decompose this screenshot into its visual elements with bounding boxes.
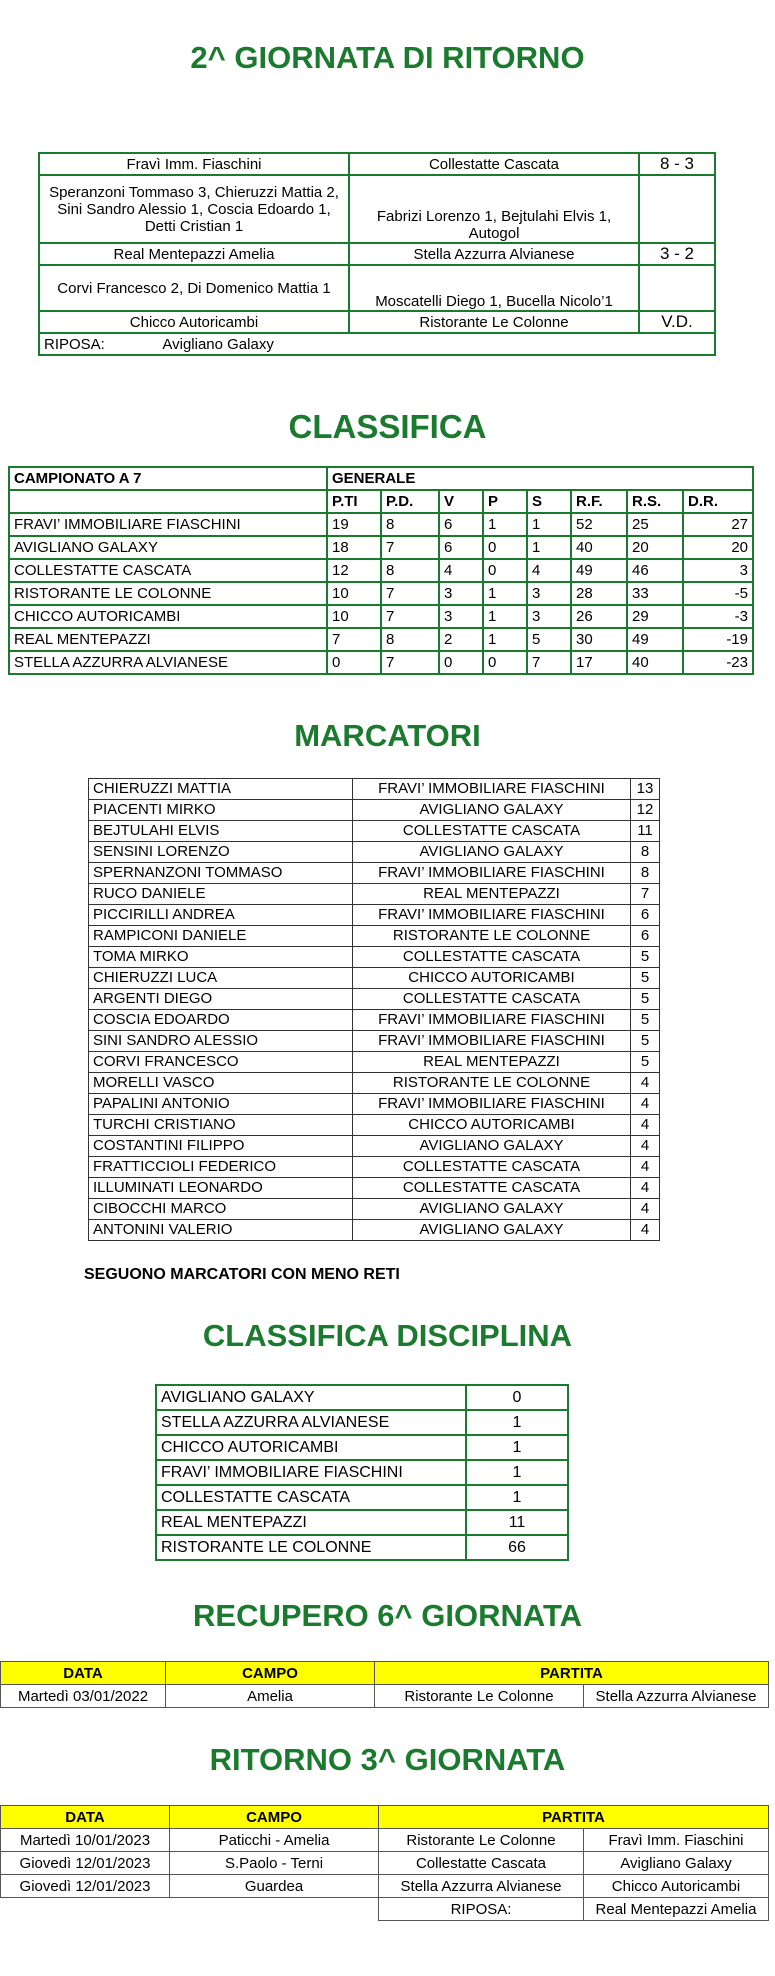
scorer-team: FRAVI’ IMMOBILIARE FIASCHINI bbox=[353, 1031, 631, 1052]
scorer-goals: 8 bbox=[631, 863, 660, 884]
match-date: Martedì 10/01/2023 bbox=[1, 1829, 170, 1852]
discipline-row bbox=[156, 1510, 568, 1535]
match-field: Paticchi - Amelia bbox=[170, 1829, 379, 1852]
scorer-name: RAMPICONI DANIELE bbox=[89, 926, 353, 947]
match-home: Stella Azzurra Alvianese bbox=[379, 1875, 584, 1898]
stat-cell: 1 bbox=[527, 513, 571, 536]
discipline-team: STELLA AZZURRA ALVIANESE bbox=[156, 1410, 466, 1435]
scorer-name: ANTONINI VALERIO bbox=[89, 1220, 353, 1241]
score: V.D. bbox=[639, 311, 715, 333]
stat-cell: 8 bbox=[381, 628, 439, 651]
scorer-team: COLLESTATTE CASCATA bbox=[353, 989, 631, 1010]
empty-cell bbox=[1, 1898, 170, 1921]
scorer-row bbox=[89, 800, 660, 821]
scorer-name: PAPALINI ANTONIO bbox=[89, 1094, 353, 1115]
stat-cell: -3 bbox=[683, 605, 753, 628]
scorer-team: AVIGLIANO GALAXY bbox=[353, 1136, 631, 1157]
scorer-name: BEJTULAHI ELVIS bbox=[89, 821, 353, 842]
discipline-value: 1 bbox=[466, 1410, 568, 1435]
discipline-row bbox=[156, 1460, 568, 1485]
scorer-row bbox=[89, 1157, 660, 1178]
scorer-team: AVIGLIANO GALAXY bbox=[353, 842, 631, 863]
discipline-team: REAL MENTEPAZZI bbox=[156, 1510, 466, 1535]
scorer-team: AVIGLIANO GALAXY bbox=[353, 1199, 631, 1220]
away-team: Stella Azzurra Alvianese bbox=[349, 243, 639, 265]
riposa-cell bbox=[39, 333, 715, 355]
scorer-goals: 11 bbox=[631, 821, 660, 842]
discipline-table bbox=[155, 1384, 569, 1561]
scorer-team: COLLESTATTE CASCATA bbox=[353, 1157, 631, 1178]
field-header: CAMPO bbox=[170, 1806, 379, 1829]
ritorno-table bbox=[0, 1805, 769, 1921]
standings-header-row bbox=[9, 467, 753, 490]
stat-cell: 7 bbox=[327, 628, 381, 651]
group-label: GENERALE bbox=[327, 467, 753, 490]
empty-cell bbox=[170, 1898, 379, 1921]
discipline-row bbox=[156, 1535, 568, 1560]
scorer-row bbox=[89, 1031, 660, 1052]
scorer-row bbox=[89, 1052, 660, 1073]
standings-row bbox=[9, 536, 753, 559]
scorer-goals: 5 bbox=[631, 1031, 660, 1052]
home-scorers: Speranzoni Tommaso 3, Chieruzzi Mattia 2, Sini Sandro Alessio 1, Coscia Edoardo 1, Detti Cristian 1 bbox=[39, 175, 349, 243]
scorer-row bbox=[89, 884, 660, 905]
match-field: Guardea bbox=[170, 1875, 379, 1898]
scorer-team: FRAVI’ IMMOBILIARE FIASCHINI bbox=[353, 1010, 631, 1031]
stat-cell: 33 bbox=[627, 582, 683, 605]
scorer-goals: 6 bbox=[631, 926, 660, 947]
discipline-row bbox=[156, 1485, 568, 1510]
recupero-table bbox=[0, 1661, 769, 1708]
scorer-row bbox=[89, 779, 660, 800]
discipline-row bbox=[156, 1410, 568, 1435]
standings-table bbox=[8, 466, 754, 675]
discipline-value: 0 bbox=[466, 1385, 568, 1410]
scorer-name: PICCIRILLI ANDREA bbox=[89, 905, 353, 926]
scorer-team: COLLESTATTE CASCATA bbox=[353, 821, 631, 842]
match-home: Ristorante Le Colonne bbox=[379, 1829, 584, 1852]
stat-cell: -19 bbox=[683, 628, 753, 651]
riposa-team: Real Mentepazzi Amelia bbox=[584, 1898, 769, 1921]
match-away: Fravì Imm. Fiaschini bbox=[584, 1829, 769, 1852]
scorer-goals: 5 bbox=[631, 1052, 660, 1073]
col-header: R.S. bbox=[627, 490, 683, 513]
scorer-name: CIBOCCHI MARCO bbox=[89, 1199, 353, 1220]
scorer-name: RUCO DANIELE bbox=[89, 884, 353, 905]
results-table bbox=[38, 152, 716, 356]
scorers-table bbox=[88, 778, 660, 1241]
stat-cell: 0 bbox=[327, 651, 381, 674]
standings-columns-row bbox=[9, 490, 753, 513]
result-row bbox=[39, 243, 715, 265]
standings-row bbox=[9, 582, 753, 605]
col-header: P.TI bbox=[327, 490, 381, 513]
scorers-note: SEGUONO MARCATORI CON MENO RETI bbox=[84, 1266, 400, 1283]
scorer-team: RISTORANTE LE COLONNE bbox=[353, 1073, 631, 1094]
team-name: CHICCO AUTORICAMBI bbox=[9, 605, 327, 628]
stat-cell: 20 bbox=[683, 536, 753, 559]
stat-cell: -23 bbox=[683, 651, 753, 674]
scorer-goals: 4 bbox=[631, 1073, 660, 1094]
discipline-value: 1 bbox=[466, 1485, 568, 1510]
scorer-goals: 4 bbox=[631, 1157, 660, 1178]
stat-cell: 0 bbox=[483, 559, 527, 582]
stat-cell: 17 bbox=[571, 651, 627, 674]
team-name: RISTORANTE LE COLONNE bbox=[9, 582, 327, 605]
stat-cell: 0 bbox=[483, 536, 527, 559]
match-field: Amelia bbox=[166, 1685, 375, 1708]
schedule-header-row bbox=[1, 1662, 769, 1685]
date-header: DATA bbox=[1, 1806, 170, 1829]
standings-row bbox=[9, 513, 753, 536]
discipline-team: RISTORANTE LE COLONNE bbox=[156, 1535, 466, 1560]
stat-cell: 0 bbox=[439, 651, 483, 674]
date-header: DATA bbox=[1, 1662, 166, 1685]
discipline-team: CHICCO AUTORICAMBI bbox=[156, 1435, 466, 1460]
discipline-value: 1 bbox=[466, 1435, 568, 1460]
col-header: P bbox=[483, 490, 527, 513]
match-home: Ristorante Le Colonne bbox=[375, 1685, 584, 1708]
match-date: Giovedì 12/01/2023 bbox=[1, 1875, 170, 1898]
stat-cell: 49 bbox=[571, 559, 627, 582]
scorer-row bbox=[89, 1073, 660, 1094]
ritorno-title: RITORNO 3^ GIORNATA bbox=[209, 1742, 566, 1777]
match-date: Giovedì 12/01/2023 bbox=[1, 1852, 170, 1875]
scorer-goals: 4 bbox=[631, 1220, 660, 1241]
scorer-goals: 4 bbox=[631, 1136, 660, 1157]
stat-cell: 1 bbox=[527, 536, 571, 559]
scorer-row bbox=[89, 926, 660, 947]
scorer-team: FRAVI’ IMMOBILIARE FIASCHINI bbox=[353, 905, 631, 926]
riposa-row bbox=[1, 1898, 769, 1921]
scorer-goals: 6 bbox=[631, 905, 660, 926]
home-team: Real Mentepazzi Amelia bbox=[39, 243, 349, 265]
col-header: V bbox=[439, 490, 483, 513]
stat-cell: 3 bbox=[439, 582, 483, 605]
standings-row bbox=[9, 628, 753, 651]
empty-cell bbox=[639, 175, 715, 243]
stat-cell: 2 bbox=[439, 628, 483, 651]
match-away: Stella Azzurra Alvianese bbox=[584, 1685, 769, 1708]
schedule-header-row bbox=[1, 1806, 769, 1829]
match-home: Collestatte Cascata bbox=[379, 1852, 584, 1875]
stat-cell: 40 bbox=[627, 651, 683, 674]
scorer-team: CHICCO AUTORICAMBI bbox=[353, 1115, 631, 1136]
col-header: S bbox=[527, 490, 571, 513]
team-name: FRAVI’ IMMOBILIARE FIASCHINI bbox=[9, 513, 327, 536]
scorer-goals: 5 bbox=[631, 989, 660, 1010]
away-scorers: Moscatelli Diego 1, Bucella Nicolo’1 bbox=[349, 265, 639, 311]
scorer-team: RISTORANTE LE COLONNE bbox=[353, 926, 631, 947]
scorer-goals: 4 bbox=[631, 1115, 660, 1136]
scorer-name: TURCHI CRISTIANO bbox=[89, 1115, 353, 1136]
match-away: Avigliano Galaxy bbox=[584, 1852, 769, 1875]
discipline-team: AVIGLIANO GALAXY bbox=[156, 1385, 466, 1410]
match-header: PARTITA bbox=[379, 1806, 769, 1829]
stat-cell: 6 bbox=[439, 536, 483, 559]
scorer-name: CHIERUZZI MATTIA bbox=[89, 779, 353, 800]
score: 3 - 2 bbox=[639, 243, 715, 265]
stat-cell: 1 bbox=[483, 582, 527, 605]
away-team: Ristorante Le Colonne bbox=[349, 311, 639, 333]
recupero-title: RECUPERO 6^ GIORNATA bbox=[193, 1598, 582, 1633]
scorer-team: REAL MENTEPAZZI bbox=[353, 1052, 631, 1073]
scorer-team: FRAVI’ IMMOBILIARE FIASCHINI bbox=[353, 1094, 631, 1115]
home-team: Chicco Autoricambi bbox=[39, 311, 349, 333]
scorer-goals: 5 bbox=[631, 947, 660, 968]
stat-cell: 7 bbox=[381, 582, 439, 605]
stat-cell: 7 bbox=[381, 605, 439, 628]
scorer-name: ARGENTI DIEGO bbox=[89, 989, 353, 1010]
scorer-row bbox=[89, 968, 660, 989]
stat-cell: 1 bbox=[483, 605, 527, 628]
away-team: Collestatte Cascata bbox=[349, 153, 639, 175]
stat-cell: 19 bbox=[327, 513, 381, 536]
score: 8 - 3 bbox=[639, 153, 715, 175]
scorer-team: AVIGLIANO GALAXY bbox=[353, 1220, 631, 1241]
discipline-title: CLASSIFICA DISCIPLINA bbox=[202, 1318, 573, 1353]
stat-cell: 3 bbox=[527, 582, 571, 605]
home-scorers: Corvi Francesco 2, Di Domenico Mattia 1 bbox=[39, 265, 349, 311]
stat-cell: 4 bbox=[439, 559, 483, 582]
schedule-row bbox=[1, 1685, 769, 1708]
scorer-team: AVIGLIANO GALAXY bbox=[353, 800, 631, 821]
stat-cell: 4 bbox=[527, 559, 571, 582]
stat-cell: 46 bbox=[627, 559, 683, 582]
discipline-team: COLLESTATTE CASCATA bbox=[156, 1485, 466, 1510]
scorer-row bbox=[89, 989, 660, 1010]
stat-cell: 8 bbox=[381, 559, 439, 582]
scorer-team: COLLESTATTE CASCATA bbox=[353, 947, 631, 968]
scorer-goals: 5 bbox=[631, 1010, 660, 1031]
match-away: Chicco Autoricambi bbox=[584, 1875, 769, 1898]
scorer-row bbox=[89, 1094, 660, 1115]
stat-cell: 29 bbox=[627, 605, 683, 628]
stat-cell: 5 bbox=[527, 628, 571, 651]
scorer-name: MORELLI VASCO bbox=[89, 1073, 353, 1094]
schedule-row bbox=[1, 1875, 769, 1898]
discipline-value: 11 bbox=[466, 1510, 568, 1535]
scorer-row bbox=[89, 842, 660, 863]
schedule-row bbox=[1, 1852, 769, 1875]
stat-cell: 10 bbox=[327, 605, 381, 628]
scorer-name: TOMA MIRKO bbox=[89, 947, 353, 968]
scorer-row bbox=[89, 1199, 660, 1220]
scorer-goals: 8 bbox=[631, 842, 660, 863]
discipline-team: FRAVI’ IMMOBILIARE FIASCHINI bbox=[156, 1460, 466, 1485]
riposa-row bbox=[39, 333, 715, 355]
stat-cell: 10 bbox=[327, 582, 381, 605]
result-row bbox=[39, 311, 715, 333]
stat-cell: 49 bbox=[627, 628, 683, 651]
championship-label: CAMPIONATO A 7 bbox=[9, 467, 327, 490]
scorer-row bbox=[89, 1220, 660, 1241]
stat-cell: 18 bbox=[327, 536, 381, 559]
stat-cell: 3 bbox=[683, 559, 753, 582]
scorer-goals: 12 bbox=[631, 800, 660, 821]
field-header: CAMPO bbox=[166, 1662, 375, 1685]
match-date: Martedì 03/01/2022 bbox=[1, 1685, 166, 1708]
scorer-team: COLLESTATTE CASCATA bbox=[353, 1178, 631, 1199]
discipline-row bbox=[156, 1385, 568, 1410]
result-row bbox=[39, 153, 715, 175]
round-title: 2^ GIORNATA DI RITORNO bbox=[190, 40, 585, 75]
stat-cell: 12 bbox=[327, 559, 381, 582]
scorer-row bbox=[89, 1010, 660, 1031]
scorer-name: CORVI FRANCESCO bbox=[89, 1052, 353, 1073]
col-header: P.D. bbox=[381, 490, 439, 513]
scorer-name: FRATTICCIOLI FEDERICO bbox=[89, 1157, 353, 1178]
riposa-team: Avigliano Galaxy bbox=[162, 335, 274, 353]
scorer-team: FRAVI’ IMMOBILIARE FIASCHINI bbox=[353, 863, 631, 884]
stat-cell: 7 bbox=[381, 651, 439, 674]
stat-cell: 7 bbox=[381, 536, 439, 559]
stat-cell: 3 bbox=[439, 605, 483, 628]
scorer-team: FRAVI’ IMMOBILIARE FIASCHINI bbox=[353, 779, 631, 800]
stat-cell: 27 bbox=[683, 513, 753, 536]
stat-cell: 26 bbox=[571, 605, 627, 628]
scorer-name: SENSINI LORENZO bbox=[89, 842, 353, 863]
stat-cell: 40 bbox=[571, 536, 627, 559]
scorer-row bbox=[89, 1136, 660, 1157]
team-name: STELLA AZZURRA ALVIANESE bbox=[9, 651, 327, 674]
scorer-goals: 5 bbox=[631, 968, 660, 989]
stat-cell: 28 bbox=[571, 582, 627, 605]
col-header: R.F. bbox=[571, 490, 627, 513]
discipline-value: 66 bbox=[466, 1535, 568, 1560]
scorers-title: MARCATORI bbox=[294, 718, 481, 753]
stat-cell: 30 bbox=[571, 628, 627, 651]
scorer-name: SPERNANZONI TOMMASO bbox=[89, 863, 353, 884]
empty-cell bbox=[639, 265, 715, 311]
home-team: Fravì Imm. Fiaschini bbox=[39, 153, 349, 175]
scorer-row bbox=[89, 863, 660, 884]
stat-cell: 52 bbox=[571, 513, 627, 536]
stat-cell: 6 bbox=[439, 513, 483, 536]
match-field: S.Paolo - Terni bbox=[170, 1852, 379, 1875]
standings-title: CLASSIFICA bbox=[288, 408, 487, 445]
riposa-label: RIPOSA: bbox=[379, 1898, 584, 1921]
scorer-row bbox=[89, 1115, 660, 1136]
standings-row bbox=[9, 559, 753, 582]
team-name: AVIGLIANO GALAXY bbox=[9, 536, 327, 559]
scorer-name: COSCIA EDOARDO bbox=[89, 1010, 353, 1031]
scorer-row bbox=[89, 1178, 660, 1199]
stat-cell: 20 bbox=[627, 536, 683, 559]
scorers-row bbox=[39, 265, 715, 311]
scorer-goals: 4 bbox=[631, 1199, 660, 1220]
discipline-row bbox=[156, 1435, 568, 1460]
stat-cell: -5 bbox=[683, 582, 753, 605]
match-header: PARTITA bbox=[375, 1662, 769, 1685]
team-name: COLLESTATTE CASCATA bbox=[9, 559, 327, 582]
schedule-row bbox=[1, 1829, 769, 1852]
standings-row bbox=[9, 605, 753, 628]
standings-row bbox=[9, 651, 753, 674]
scorer-name: SINI SANDRO ALESSIO bbox=[89, 1031, 353, 1052]
stat-cell: 8 bbox=[381, 513, 439, 536]
scorer-row bbox=[89, 821, 660, 842]
col-header: D.R. bbox=[683, 490, 753, 513]
stat-cell: 1 bbox=[483, 628, 527, 651]
scorer-row bbox=[89, 947, 660, 968]
scorer-goals: 13 bbox=[631, 779, 660, 800]
scorer-goals: 4 bbox=[631, 1178, 660, 1199]
away-scorers: Fabrizi Lorenzo 1, Bejtulahi Elvis 1, Autogol bbox=[349, 175, 639, 243]
scorer-name: CHIERUZZI LUCA bbox=[89, 968, 353, 989]
scorer-name: PIACENTI MIRKO bbox=[89, 800, 353, 821]
scorer-name: ILLUMINATI LEONARDO bbox=[89, 1178, 353, 1199]
stat-cell: 0 bbox=[483, 651, 527, 674]
team-name: REAL MENTEPAZZI bbox=[9, 628, 327, 651]
stat-cell: 1 bbox=[483, 513, 527, 536]
stat-cell: 3 bbox=[527, 605, 571, 628]
riposa-label: RIPOSA: bbox=[44, 335, 105, 353]
stat-cell: 7 bbox=[527, 651, 571, 674]
empty-cell bbox=[9, 490, 327, 513]
scorer-team: CHICCO AUTORICAMBI bbox=[353, 968, 631, 989]
scorer-name: COSTANTINI FILIPPO bbox=[89, 1136, 353, 1157]
stat-cell: 25 bbox=[627, 513, 683, 536]
discipline-value: 1 bbox=[466, 1460, 568, 1485]
scorer-goals: 7 bbox=[631, 884, 660, 905]
scorer-row bbox=[89, 905, 660, 926]
scorers-row bbox=[39, 175, 715, 243]
scorer-goals: 4 bbox=[631, 1094, 660, 1115]
scorer-team: REAL MENTEPAZZI bbox=[353, 884, 631, 905]
